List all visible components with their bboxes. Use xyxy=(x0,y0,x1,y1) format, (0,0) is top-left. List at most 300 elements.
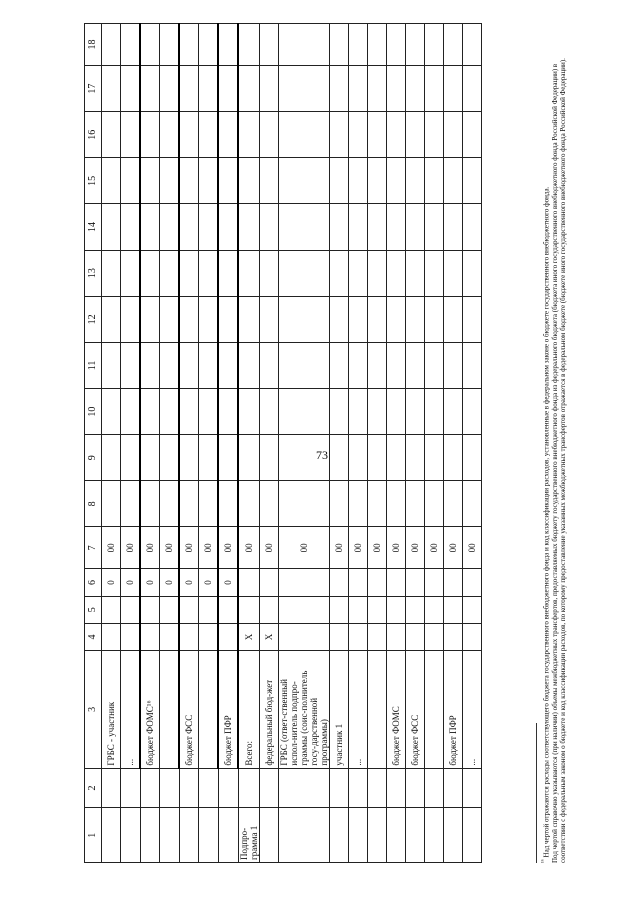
table-cell xyxy=(424,342,443,388)
table-cell xyxy=(160,158,180,204)
table-cell xyxy=(102,66,121,112)
table-cell xyxy=(462,204,481,250)
table-cell xyxy=(218,296,238,342)
table-cell xyxy=(367,808,386,863)
table-cell xyxy=(424,623,443,650)
footnote-paragraph-2: Под чертой справочно указываются (при наличии) объемы межбюджетных трансфертов, предоставляемых бюджету государственного внебюджетного фонда из федерального бюджета (бюджета иного государственного внебюджетного фонда Российской Федерации) в соответствии с федеральным законом о бюджете и код классификации расходов, по которому предоставление указанных межбюджетных трансфертов отражается в федеральном бюджете (бюджете иного государственного внебюджетного фонда Российской Федерации). xyxy=(550,58,568,863)
table-cell xyxy=(259,481,278,527)
table-cell xyxy=(102,112,121,158)
table-cell xyxy=(140,435,160,481)
table-cell: бюджет ПФР xyxy=(443,651,462,768)
table-cell xyxy=(238,435,259,481)
table-cell xyxy=(160,808,180,863)
table-cell xyxy=(102,250,121,296)
table-row xyxy=(329,24,348,863)
table-cell xyxy=(462,768,481,808)
table-cell xyxy=(386,66,405,112)
table-cell xyxy=(329,569,348,596)
table-cell xyxy=(238,158,259,204)
table-cell xyxy=(278,250,329,296)
table-cell xyxy=(348,250,367,296)
table-cell xyxy=(443,768,462,808)
table-cell xyxy=(329,481,348,527)
table-cell xyxy=(386,435,405,481)
table-cell xyxy=(140,342,160,388)
table-cell xyxy=(199,481,219,527)
table-cell xyxy=(218,481,238,527)
table-cell xyxy=(405,768,424,808)
table-cell xyxy=(329,158,348,204)
table-cell xyxy=(367,481,386,527)
table-cell xyxy=(386,389,405,435)
table-cell: бюджет ФОМС¹⁶ xyxy=(140,651,160,768)
table-cell xyxy=(218,112,238,158)
table-cell: 0 xyxy=(218,569,238,596)
table-cell xyxy=(367,342,386,388)
footnote xyxy=(536,23,568,863)
table-cell xyxy=(218,204,238,250)
table-cell: 00 xyxy=(140,527,160,569)
table-cell xyxy=(218,342,238,388)
table-cell xyxy=(199,158,219,204)
column-header: 14 xyxy=(85,204,102,250)
table-cell xyxy=(121,158,141,204)
table-cell xyxy=(199,768,219,808)
table-cell xyxy=(462,66,481,112)
table-cell xyxy=(259,596,278,623)
table-cell xyxy=(443,389,462,435)
table-cell xyxy=(443,112,462,158)
table-cell xyxy=(160,435,180,481)
table-cell xyxy=(424,569,443,596)
table-cell xyxy=(121,481,141,527)
table-cell: ... xyxy=(121,651,141,768)
table-row xyxy=(238,24,259,863)
table-cell xyxy=(329,389,348,435)
table-row xyxy=(102,24,121,863)
table-cell xyxy=(278,112,329,158)
table-cell xyxy=(218,158,238,204)
table-cell xyxy=(238,112,259,158)
table-cell xyxy=(386,158,405,204)
table-cell xyxy=(462,623,481,650)
table-cell xyxy=(140,296,160,342)
table-cell xyxy=(140,66,160,112)
table-cell xyxy=(367,66,386,112)
table-row xyxy=(443,24,462,863)
table-cell xyxy=(179,158,199,204)
table-row xyxy=(259,24,278,863)
table-cell xyxy=(386,768,405,808)
table-cell xyxy=(218,66,238,112)
table-cell xyxy=(238,481,259,527)
column-header: 6 xyxy=(85,569,102,596)
footnote-ref: ¹⁶ xyxy=(541,859,547,863)
table-cell xyxy=(367,768,386,808)
table-cell xyxy=(462,596,481,623)
table-cell xyxy=(348,24,367,66)
table-cell xyxy=(443,24,462,66)
table-cell xyxy=(160,481,180,527)
table-cell xyxy=(329,808,348,863)
table-cell xyxy=(140,204,160,250)
table-cell: 00 xyxy=(405,527,424,569)
table-cell: 00 xyxy=(462,527,481,569)
column-header: 5 xyxy=(85,596,102,623)
table-cell xyxy=(367,158,386,204)
table-cell xyxy=(199,204,219,250)
table-cell xyxy=(424,768,443,808)
table-cell xyxy=(121,204,141,250)
table-cell: 00 xyxy=(278,527,329,569)
table-cell xyxy=(367,435,386,481)
table-cell xyxy=(424,66,443,112)
table-cell xyxy=(179,389,199,435)
table-cell xyxy=(405,24,424,66)
table-cell xyxy=(386,481,405,527)
table-cell xyxy=(102,596,121,623)
table-cell xyxy=(218,596,238,623)
table-cell xyxy=(160,651,180,768)
table-cell xyxy=(102,808,121,863)
table-cell: Подпро-грамма 1 xyxy=(238,808,259,863)
table-cell xyxy=(102,481,121,527)
table-cell: 00 xyxy=(199,527,219,569)
table-cell xyxy=(160,296,180,342)
table-cell xyxy=(278,296,329,342)
table-cell xyxy=(121,596,141,623)
table-cell: 00 xyxy=(386,527,405,569)
table-cell xyxy=(424,596,443,623)
table-cell: бюджет ФОМС xyxy=(386,651,405,768)
table-cell xyxy=(102,435,121,481)
column-header: 17 xyxy=(85,66,102,112)
table-cell xyxy=(443,808,462,863)
table-cell xyxy=(424,112,443,158)
budget-table xyxy=(84,23,482,863)
table-row xyxy=(462,24,481,863)
table-cell xyxy=(405,596,424,623)
table-cell xyxy=(102,768,121,808)
table-cell xyxy=(348,296,367,342)
table-cell xyxy=(443,158,462,204)
table-cell xyxy=(278,158,329,204)
table-cell xyxy=(348,481,367,527)
table-cell xyxy=(348,623,367,650)
table-cell: 00 xyxy=(259,527,278,569)
table-cell xyxy=(329,250,348,296)
table-row xyxy=(367,24,386,863)
table-cell xyxy=(348,112,367,158)
table-cell xyxy=(462,342,481,388)
column-header: 8 xyxy=(85,481,102,527)
table-cell xyxy=(179,435,199,481)
table-cell xyxy=(238,66,259,112)
table-cell: X xyxy=(259,623,278,650)
table-cell xyxy=(443,435,462,481)
table-cell xyxy=(218,435,238,481)
table-cell xyxy=(424,481,443,527)
table-cell xyxy=(179,66,199,112)
table-cell xyxy=(218,389,238,435)
table-cell xyxy=(367,569,386,596)
table-cell xyxy=(367,296,386,342)
table-cell xyxy=(424,651,443,768)
table-cell: бюджет ФСС xyxy=(179,651,199,768)
table-cell xyxy=(348,342,367,388)
table-cell: 00 xyxy=(238,527,259,569)
table-cell xyxy=(259,569,278,596)
table-cell xyxy=(348,596,367,623)
table-cell xyxy=(405,112,424,158)
table-cell xyxy=(160,250,180,296)
table-cell xyxy=(386,250,405,296)
table-cell: ГРБС - участник xyxy=(102,651,121,768)
table-cell xyxy=(259,296,278,342)
column-header: 12 xyxy=(85,296,102,342)
table-cell xyxy=(329,342,348,388)
table-cell xyxy=(348,158,367,204)
table-cell xyxy=(238,342,259,388)
table-cell xyxy=(199,296,219,342)
column-header: 16 xyxy=(85,112,102,158)
table-cell xyxy=(102,389,121,435)
table-cell xyxy=(199,435,219,481)
table-cell xyxy=(179,250,199,296)
table-cell xyxy=(367,389,386,435)
table-cell xyxy=(102,158,121,204)
table-cell xyxy=(405,342,424,388)
table-cell xyxy=(160,596,180,623)
table-cell: 00 xyxy=(424,527,443,569)
table-cell xyxy=(278,623,329,650)
table-cell xyxy=(199,24,219,66)
table-cell: ... xyxy=(462,651,481,768)
table-cell xyxy=(405,623,424,650)
table-cell xyxy=(259,435,278,481)
column-header: 10 xyxy=(85,389,102,435)
table-cell: 00 xyxy=(102,527,121,569)
table-cell xyxy=(238,569,259,596)
table-cell xyxy=(121,623,141,650)
table-cell xyxy=(405,569,424,596)
rotated-table-region xyxy=(84,23,568,863)
table-cell xyxy=(199,623,219,650)
table-cell xyxy=(238,296,259,342)
table-cell: Всего: xyxy=(238,651,259,768)
table-cell xyxy=(386,342,405,388)
table-cell xyxy=(462,158,481,204)
table-cell xyxy=(405,296,424,342)
table-cell xyxy=(259,158,278,204)
table-cell xyxy=(424,204,443,250)
table-cell xyxy=(259,24,278,66)
table-cell xyxy=(199,66,219,112)
table-cell xyxy=(405,66,424,112)
table-cell xyxy=(329,204,348,250)
table-cell: 0 xyxy=(179,569,199,596)
table-cell: ГРБС (ответ-ственный испол-нитель подпро-граммы (соис-полнитель госу-дарственной программы) xyxy=(278,651,329,768)
table-cell xyxy=(405,481,424,527)
table-cell xyxy=(140,481,160,527)
table-cell xyxy=(386,596,405,623)
table-cell xyxy=(259,66,278,112)
table-cell xyxy=(121,66,141,112)
column-header: 1 xyxy=(85,808,102,863)
footnote-text-1: Над чертой отражаются расходы соответствующего бюджета государственного внебюджетного фонда и код классификации расходов, установленные в федеральном законе о бюджете государственного внебюджетного фонда. xyxy=(542,186,551,858)
table-row xyxy=(424,24,443,863)
footnote-separator xyxy=(536,723,537,863)
table-cell xyxy=(443,66,462,112)
table-cell xyxy=(121,24,141,66)
table-cell xyxy=(424,24,443,66)
table-cell: бюджет ФСС xyxy=(405,651,424,768)
table-cell xyxy=(424,389,443,435)
table-cell xyxy=(179,768,199,808)
table-cell xyxy=(238,389,259,435)
table-cell xyxy=(386,112,405,158)
table-cell: 00 xyxy=(121,527,141,569)
table-cell xyxy=(348,204,367,250)
table-cell xyxy=(405,389,424,435)
table-cell xyxy=(462,296,481,342)
table-cell: 00 xyxy=(443,527,462,569)
table-cell xyxy=(160,24,180,66)
table-cell xyxy=(218,768,238,808)
table-cell xyxy=(386,24,405,66)
table-cell xyxy=(259,342,278,388)
table-cell xyxy=(462,435,481,481)
table-cell xyxy=(199,250,219,296)
table-cell xyxy=(179,596,199,623)
table-cell xyxy=(160,768,180,808)
table-cell xyxy=(179,24,199,66)
table-cell xyxy=(278,24,329,66)
table-cell xyxy=(348,435,367,481)
table-cell xyxy=(329,435,348,481)
table-cell xyxy=(367,24,386,66)
table-row xyxy=(348,24,367,863)
table-cell xyxy=(278,808,329,863)
table-cell xyxy=(160,389,180,435)
table-cell xyxy=(329,296,348,342)
column-header: 9 xyxy=(85,435,102,481)
table-cell xyxy=(462,112,481,158)
table-cell xyxy=(140,24,160,66)
table-row xyxy=(199,24,219,863)
table-cell xyxy=(443,569,462,596)
table-cell xyxy=(259,768,278,808)
table-cell xyxy=(199,342,219,388)
table-cell xyxy=(140,623,160,650)
table-cell xyxy=(102,623,121,650)
table-cell: 00 xyxy=(367,527,386,569)
column-header: 3 xyxy=(85,651,102,768)
table-cell xyxy=(259,112,278,158)
table-cell: 00 xyxy=(160,527,180,569)
table-row xyxy=(140,24,160,863)
table-row xyxy=(278,24,329,863)
table-cell: 0 xyxy=(160,569,180,596)
column-header: 15 xyxy=(85,158,102,204)
table-cell xyxy=(405,435,424,481)
table-cell xyxy=(367,623,386,650)
table-cell xyxy=(348,569,367,596)
table-cell xyxy=(218,808,238,863)
table-cell xyxy=(386,808,405,863)
table-cell xyxy=(386,569,405,596)
table-cell xyxy=(160,66,180,112)
table-cell xyxy=(329,768,348,808)
table-cell xyxy=(199,596,219,623)
table-cell xyxy=(179,112,199,158)
table-cell xyxy=(462,24,481,66)
table-cell xyxy=(140,158,160,204)
table-cell xyxy=(199,808,219,863)
table-cell xyxy=(329,112,348,158)
column-header: 4 xyxy=(85,623,102,650)
table-cell xyxy=(259,204,278,250)
table-cell xyxy=(443,481,462,527)
table-row xyxy=(121,24,141,863)
table-cell xyxy=(199,112,219,158)
table-cell xyxy=(121,808,141,863)
table-cell: федеральный бюд-жет xyxy=(259,651,278,768)
table-cell xyxy=(140,768,160,808)
table-cell xyxy=(278,481,329,527)
column-header: 18 xyxy=(85,24,102,66)
table-cell xyxy=(462,250,481,296)
table-cell xyxy=(462,481,481,527)
table-cell: 00 xyxy=(179,527,199,569)
table-cell xyxy=(218,250,238,296)
table-cell xyxy=(179,623,199,650)
table-row xyxy=(386,24,405,863)
table-cell: участник 1 xyxy=(329,651,348,768)
table-cell xyxy=(278,596,329,623)
table-cell xyxy=(443,204,462,250)
page-number: 73 xyxy=(316,448,328,462)
table-cell: бюджет ПФР xyxy=(218,651,238,768)
table-cell xyxy=(348,808,367,863)
table-cell xyxy=(121,112,141,158)
table-cell xyxy=(179,342,199,388)
table-cell xyxy=(102,204,121,250)
table-cell xyxy=(102,342,121,388)
table-cell xyxy=(278,66,329,112)
table-cell xyxy=(121,342,141,388)
table-cell xyxy=(278,389,329,435)
table-cell xyxy=(386,623,405,650)
column-header: 13 xyxy=(85,250,102,296)
table-cell xyxy=(199,651,219,768)
table-cell xyxy=(179,481,199,527)
table-cell xyxy=(386,204,405,250)
table-body xyxy=(85,24,482,863)
table-cell xyxy=(443,623,462,650)
table-cell xyxy=(329,24,348,66)
table-cell xyxy=(424,296,443,342)
table-cell xyxy=(121,768,141,808)
table-cell xyxy=(405,250,424,296)
table-cell xyxy=(179,808,199,863)
table-cell xyxy=(140,250,160,296)
table-cell: X xyxy=(238,623,259,650)
table-cell xyxy=(160,112,180,158)
table-cell xyxy=(367,651,386,768)
table-cell xyxy=(238,250,259,296)
table-cell xyxy=(348,389,367,435)
